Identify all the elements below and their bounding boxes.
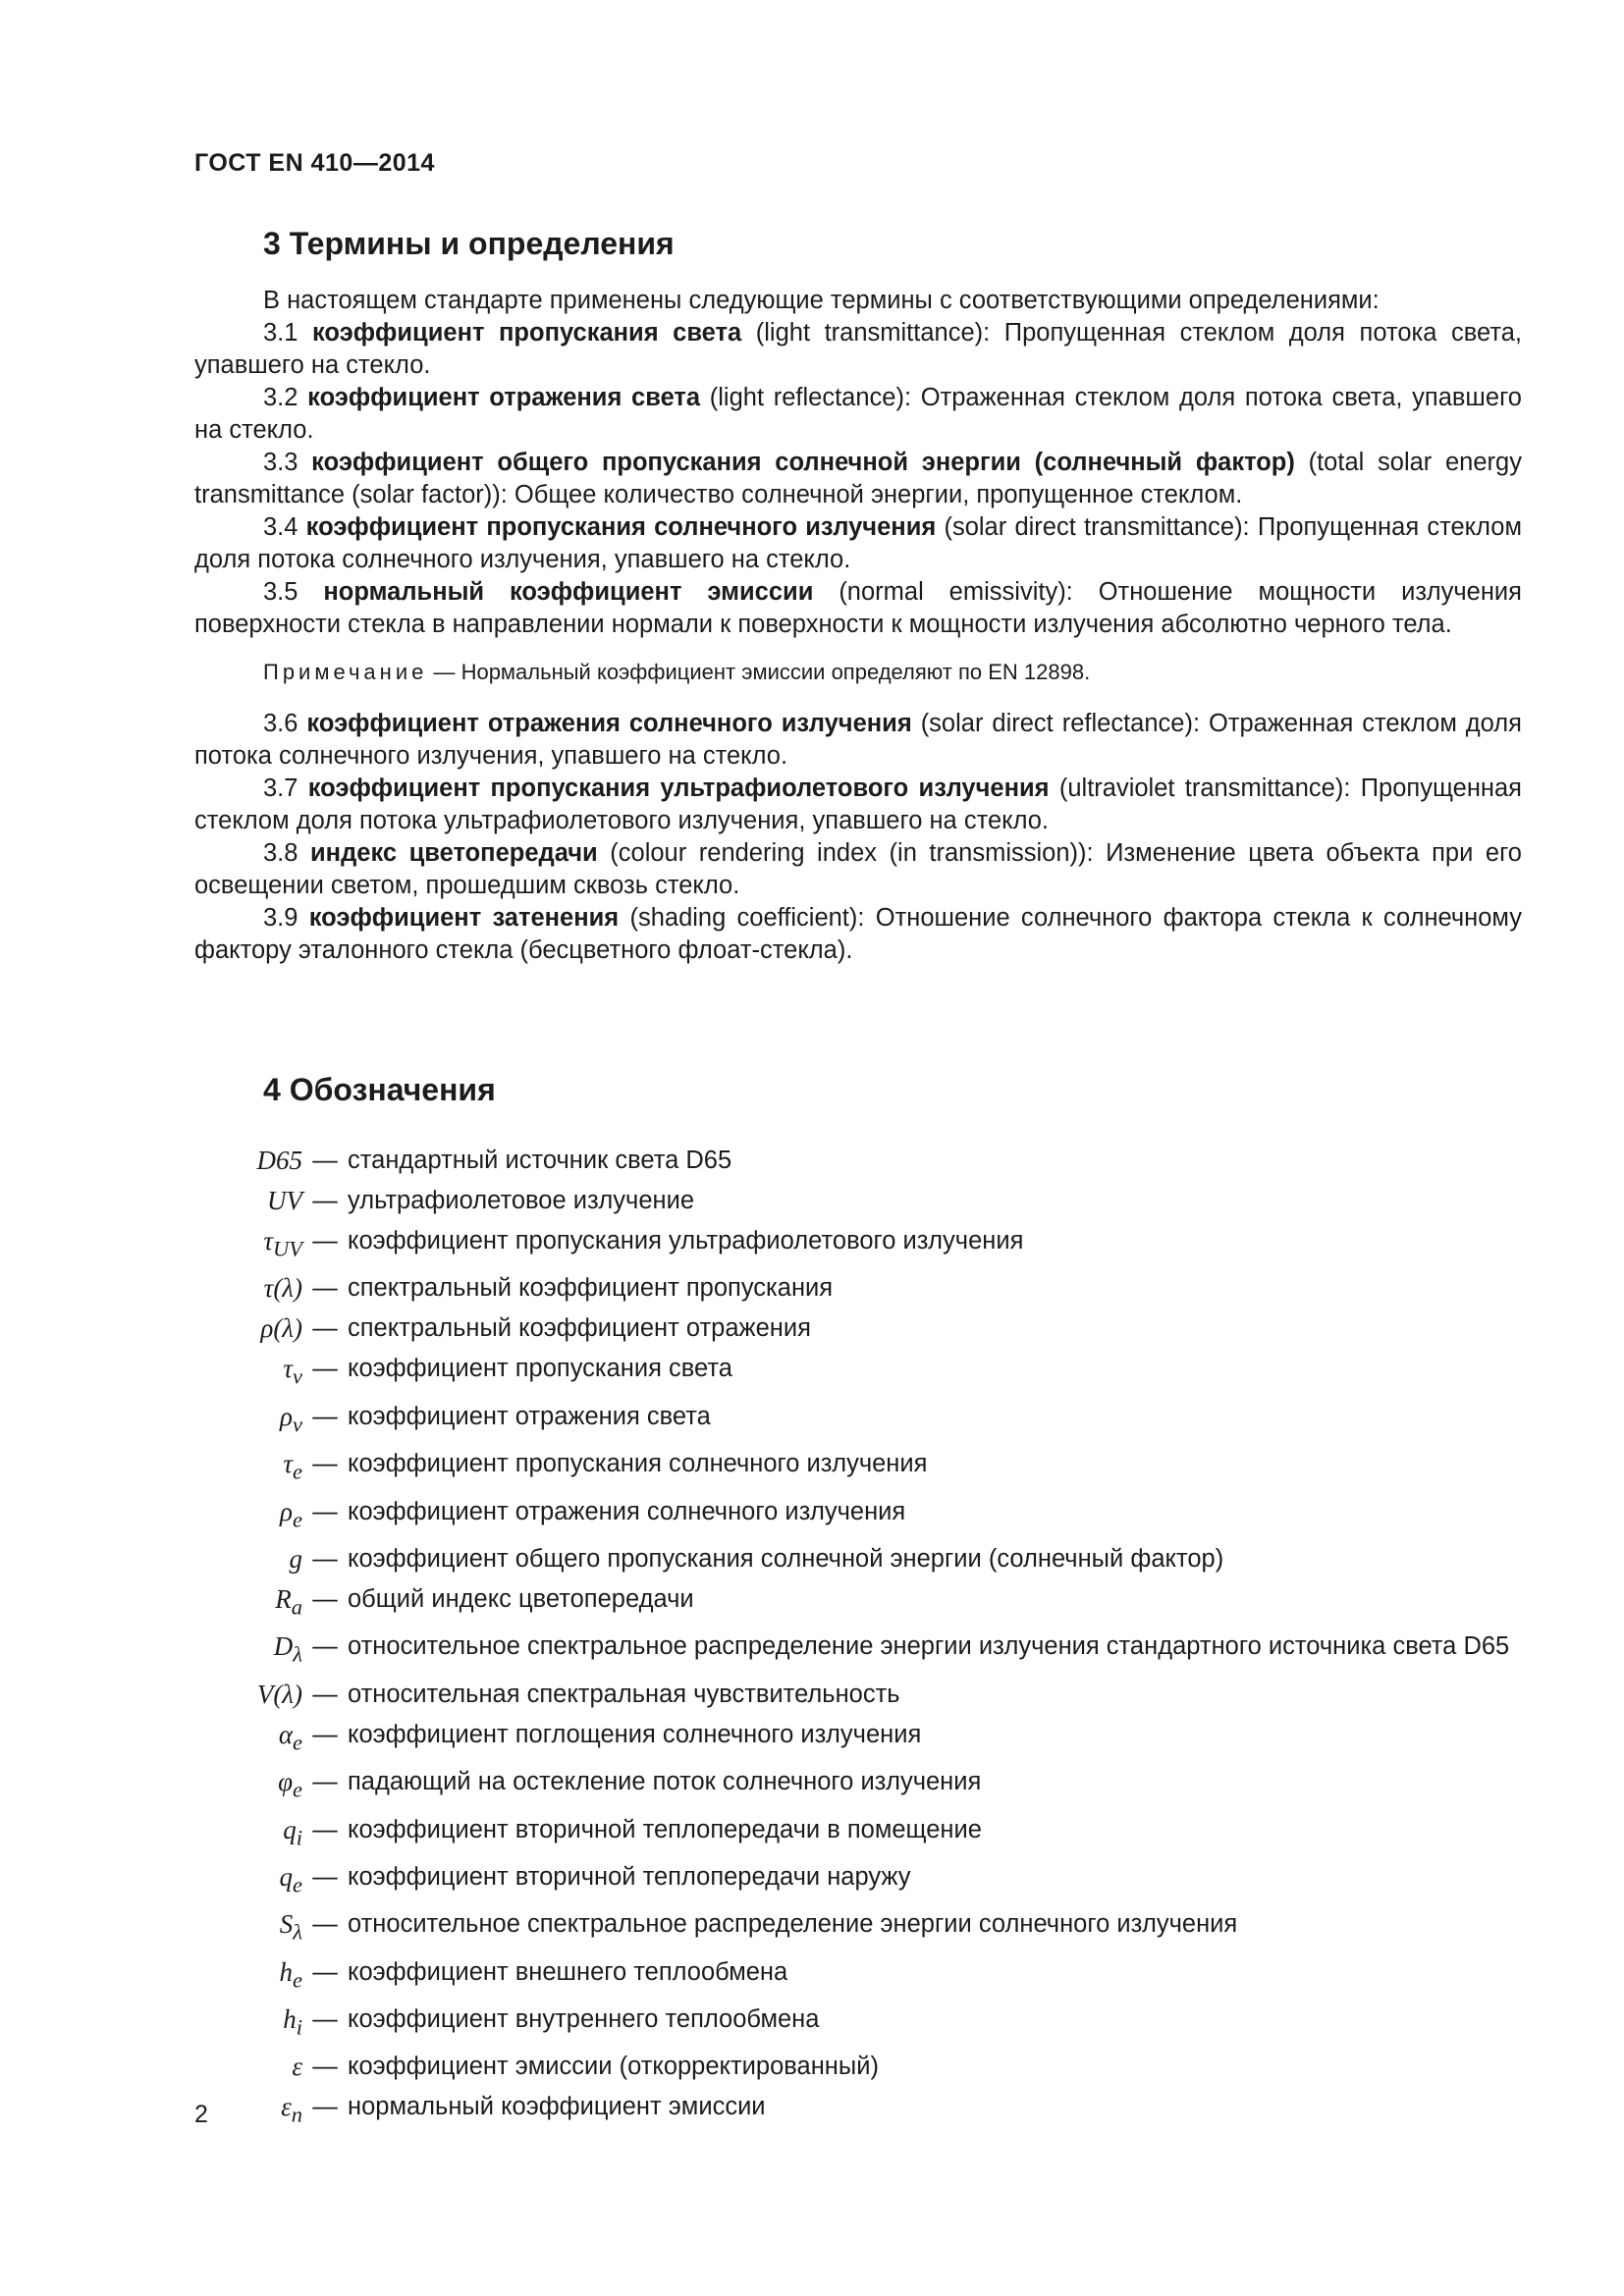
- symbol-base: ε: [281, 2092, 292, 2122]
- symbol-base: ρ(λ): [260, 1313, 302, 1344]
- symbol-row: [194, 1814, 1522, 1853]
- symbol-row: [194, 1496, 1522, 1535]
- note-text: — Нормальный коэффициент эмиссии определяют по EN 12898.: [427, 660, 1091, 684]
- em-dash: —: [312, 1680, 338, 1708]
- symbol-subscript: i: [296, 1824, 302, 1849]
- symbol-row: [194, 1719, 1522, 1758]
- symbol-subscript: n: [291, 2102, 302, 2127]
- symbol-description: спектральный коэффициент отражения: [348, 1314, 811, 1343]
- symbol-description: коэффициент пропускания света: [348, 1355, 732, 1383]
- symbol-row: [194, 1225, 1522, 1264]
- term-definition: (colour rendering index (in transmission)): Изменение цвета объекта при его освещении светом, прошедшим сквозь стекло.: [194, 839, 1522, 899]
- symbol-description: относительное спектральное распределение энергии солнечного излучения: [348, 1910, 1238, 1939]
- term-definition: (ultraviolet transmittance): Пропущенная стеклом доля потока ультрафиолетового излучения, упавшего на стекло.: [194, 774, 1522, 834]
- symbol-description: общий индекс цветопередачи: [348, 1584, 694, 1613]
- symbol-description: коэффициент отражения света: [348, 1402, 711, 1430]
- term-number: 3.6: [263, 710, 307, 737]
- symbol: [194, 1272, 302, 1305]
- symbol-base: ρ: [280, 1401, 293, 1431]
- symbol-base: q: [283, 1814, 297, 1844]
- term-number: 3.8: [263, 839, 310, 867]
- term-name: коэффициент отражения солнечного излучения: [306, 710, 912, 737]
- symbol: [194, 1679, 302, 1711]
- symbol-base: τ: [263, 1226, 273, 1255]
- term-item: [194, 511, 1522, 576]
- symbol-row: [194, 2091, 1522, 2130]
- symbol-row: [194, 2051, 1522, 2083]
- symbol-description: коэффициент пропускания ультрафиолетового излучения: [348, 1227, 1024, 1255]
- em-dash: —: [312, 1957, 338, 1986]
- symbol-base: τ: [283, 1354, 293, 1384]
- term-number: 3.1: [263, 319, 312, 347]
- symbol: [194, 1766, 302, 1805]
- em-dash: —: [312, 1355, 338, 1383]
- symbol-description: спектральный коэффициент пропускания: [348, 1274, 834, 1303]
- symbol-row: [194, 1679, 1522, 1711]
- term-definition: (total solar energy transmittance (solar factor)): Общее количество солнечной энергии, пропущенное стеклом.: [194, 449, 1522, 508]
- symbol-base: S: [279, 1909, 294, 1940]
- em-dash: —: [312, 2005, 338, 2034]
- section-4-title: 4 Обозначения: [263, 1072, 496, 1107]
- em-dash: —: [312, 2053, 338, 2081]
- em-dash: —: [312, 1402, 338, 1430]
- symbol: [194, 1861, 302, 1900]
- term-number: 3.5: [263, 578, 324, 606]
- symbol-row: [194, 1448, 1522, 1487]
- term-name: коэффициент затенения: [308, 904, 620, 932]
- term-number: 3.9: [263, 904, 309, 932]
- term-name: коэффициент пропускания ультрафиолетового излучения: [307, 774, 1050, 802]
- term-definition: (light reflectance): Отраженная стеклом доля потока света, упавшего на стекло.: [194, 384, 1522, 444]
- symbol-description: коэффициент эмиссии (откорректированный): [348, 2053, 879, 2081]
- term-name: коэффициент пропускания света: [312, 319, 742, 347]
- em-dash: —: [312, 1497, 338, 1525]
- em-dash: —: [312, 1450, 338, 1478]
- symbol-description: коэффициент внутреннего теплообмена: [348, 2005, 820, 2034]
- section-3-title: 3 Термины и определения: [263, 226, 675, 261]
- symbol-subscript: λ: [293, 1641, 302, 1667]
- symbol: [194, 2051, 302, 2083]
- symbol-row: [194, 2003, 1522, 2043]
- symbol-base: q: [279, 1861, 293, 1892]
- symbol-subscript: v: [293, 1412, 302, 1437]
- symbol-base: D65: [256, 1146, 302, 1175]
- symbol-description: коэффициент отражения солнечного излучения: [348, 1497, 906, 1525]
- symbol: [194, 1312, 302, 1345]
- em-dash: —: [312, 1227, 338, 1255]
- symbol-base: φ: [278, 1767, 293, 1797]
- symbol-description: нормальный коэффициент эмиссии: [348, 2093, 766, 2121]
- note: [194, 658, 1522, 687]
- em-dash: —: [312, 1862, 338, 1891]
- symbol: [194, 1353, 302, 1392]
- symbol: [194, 1543, 302, 1575]
- symbol: [194, 2003, 302, 2043]
- symbol-subscript: e: [293, 1967, 302, 1993]
- page-number: 2: [194, 2101, 208, 2128]
- symbol-base: g: [289, 1543, 302, 1574]
- term-name: коэффициент пропускания солнечного излучения: [305, 513, 937, 541]
- symbol-description: коэффициент пропускания солнечного излучения: [348, 1450, 928, 1478]
- em-dash: —: [312, 1584, 338, 1613]
- symbols-list: [194, 1145, 1522, 2139]
- symbol: [194, 1185, 302, 1217]
- term-definition: (shading coefficient): Отношение солнечного фактора стекла к солнечному фактору эталонного стекла (бесцветного флоат-стекла).: [194, 904, 1523, 964]
- symbol-row: [194, 1766, 1522, 1805]
- em-dash: —: [312, 1768, 338, 1796]
- term-number: 3.2: [263, 384, 308, 411]
- document-id: ГОСТ EN 410—2014: [194, 149, 435, 177]
- symbol: [194, 1448, 302, 1487]
- symbol-row: [194, 1583, 1522, 1623]
- symbol: [194, 1814, 302, 1853]
- term-item: [194, 576, 1522, 641]
- symbol: [194, 1908, 302, 1948]
- symbol-row: [194, 1185, 1522, 1217]
- symbol-subscript: e: [293, 1506, 302, 1531]
- symbol-row: [194, 1401, 1522, 1440]
- em-dash: —: [312, 1544, 338, 1573]
- terms-intro: В настоящем стандарте применены следующие термины с соответствующими определениями:: [263, 287, 1380, 314]
- symbol-row: [194, 1312, 1522, 1345]
- symbol-subscript: λ: [293, 1919, 302, 1945]
- symbol-base: R: [275, 1583, 292, 1614]
- symbol-row: [194, 1353, 1522, 1392]
- symbol-subscript: e: [293, 1459, 302, 1484]
- term-item: [194, 902, 1522, 967]
- symbol-subscript: v: [293, 1363, 302, 1389]
- symbol-row: [194, 1861, 1522, 1900]
- term-item: [194, 773, 1522, 837]
- symbol: [194, 1496, 302, 1535]
- symbol-description: падающий на остекление поток солнечного излучения: [348, 1768, 982, 1796]
- symbol-description: коэффициент поглощения солнечного излучения: [348, 1720, 922, 1748]
- symbol-subscript: e: [293, 1777, 302, 1802]
- term-name: коэффициент отражения света: [307, 384, 701, 411]
- symbol-subscript: e: [293, 1872, 302, 1897]
- symbol-description: относительная спектральная чувствительность: [348, 1680, 900, 1708]
- symbol-row: [194, 1145, 1522, 1177]
- symbol-subscript: a: [291, 1594, 302, 1620]
- symbol-subscript: UV: [273, 1236, 302, 1261]
- symbol-row: [194, 1543, 1522, 1575]
- term-definition: (solar direct reflectance): Отраженная стеклом доля потока солнечного излучения, упавшего на стекло.: [194, 710, 1522, 770]
- term-definition: (light transmittance): Пропущенная стеклом доля потока света, упавшего на стекло.: [194, 319, 1522, 379]
- em-dash: —: [312, 1187, 338, 1214]
- symbol-description: ультрафиолетовое излучение: [348, 1187, 695, 1214]
- symbol-base: α: [278, 1719, 293, 1749]
- symbol: [194, 1719, 302, 1758]
- term-item: [194, 447, 1522, 511]
- symbol: [194, 1583, 302, 1623]
- term-name: коэффициент общего пропускания солнечной энергии (солнечный фактор): [311, 449, 1295, 476]
- symbol-base: UV: [267, 1186, 302, 1215]
- symbol-base: D: [273, 1631, 294, 1662]
- symbol-description: коэффициент вторичной теплопередачи в помещение: [348, 1815, 982, 1843]
- em-dash: —: [312, 1720, 338, 1748]
- term-number: 3.4: [263, 513, 306, 541]
- symbol-row: [194, 1908, 1522, 1948]
- term-name: нормальный коэффициент эмиссии: [323, 578, 814, 606]
- symbol: [194, 1145, 302, 1177]
- symbol-row: [194, 1630, 1522, 1670]
- symbol-row: [194, 1272, 1522, 1305]
- symbol-description: стандартный источник света D65: [348, 1147, 732, 1174]
- symbol-base: ρ: [280, 1496, 293, 1526]
- term-item: [194, 837, 1522, 902]
- symbol-description: коэффициент внешнего теплообмена: [348, 1957, 788, 1986]
- symbol-row: [194, 1956, 1522, 1996]
- term-definition: (solar direct transmittance): Пропущенная стеклом доля потока солнечного излучения, упавшего на стекло.: [194, 513, 1522, 573]
- symbol-description: коэффициент вторичной теплопередачи наружу: [348, 1862, 911, 1891]
- term-name: индекс цветопередачи: [310, 839, 598, 867]
- em-dash: —: [312, 1314, 338, 1343]
- term-item: [194, 708, 1522, 773]
- note-label: Примечание: [263, 660, 428, 684]
- symbol-base: h: [279, 1956, 293, 1987]
- em-dash: —: [312, 1815, 338, 1843]
- symbol: [194, 1956, 302, 1996]
- term-number: 3.3: [263, 449, 312, 476]
- symbol-subscript: e: [293, 1730, 302, 1755]
- symbol-description: коэффициент общего пропускания солнечной энергии (солнечный фактор): [348, 1544, 1224, 1573]
- symbol: [194, 1401, 302, 1440]
- em-dash: —: [312, 1147, 338, 1174]
- em-dash: —: [312, 2093, 338, 2121]
- em-dash: —: [312, 1910, 338, 1939]
- symbol-description: относительное спектральное распределение энергии излучения стандартного источника света D65: [348, 1632, 1510, 1661]
- symbol: [194, 2091, 302, 2130]
- symbol-base: τ: [283, 1449, 293, 1479]
- symbol-base: ε: [292, 2052, 302, 2082]
- symbol-base: h: [283, 2004, 297, 2035]
- symbol: [194, 1225, 302, 1264]
- term-item: [194, 317, 1522, 382]
- term-definition: (normal emissivity): Отношение мощности излучения поверхности стекла в направлении нормали к поверхности к мощности излучения абсолютно черного тела.: [194, 578, 1522, 638]
- symbol: [194, 1630, 302, 1670]
- term-number: 3.7: [263, 774, 308, 802]
- terms-section: [194, 285, 1522, 967]
- em-dash: —: [312, 1274, 338, 1303]
- symbol-subscript: i: [296, 2014, 302, 2040]
- symbol-base: τ(λ): [263, 1273, 302, 1304]
- term-item: [194, 382, 1522, 447]
- em-dash: —: [312, 1632, 338, 1661]
- symbol-base: V(λ): [256, 1679, 302, 1709]
